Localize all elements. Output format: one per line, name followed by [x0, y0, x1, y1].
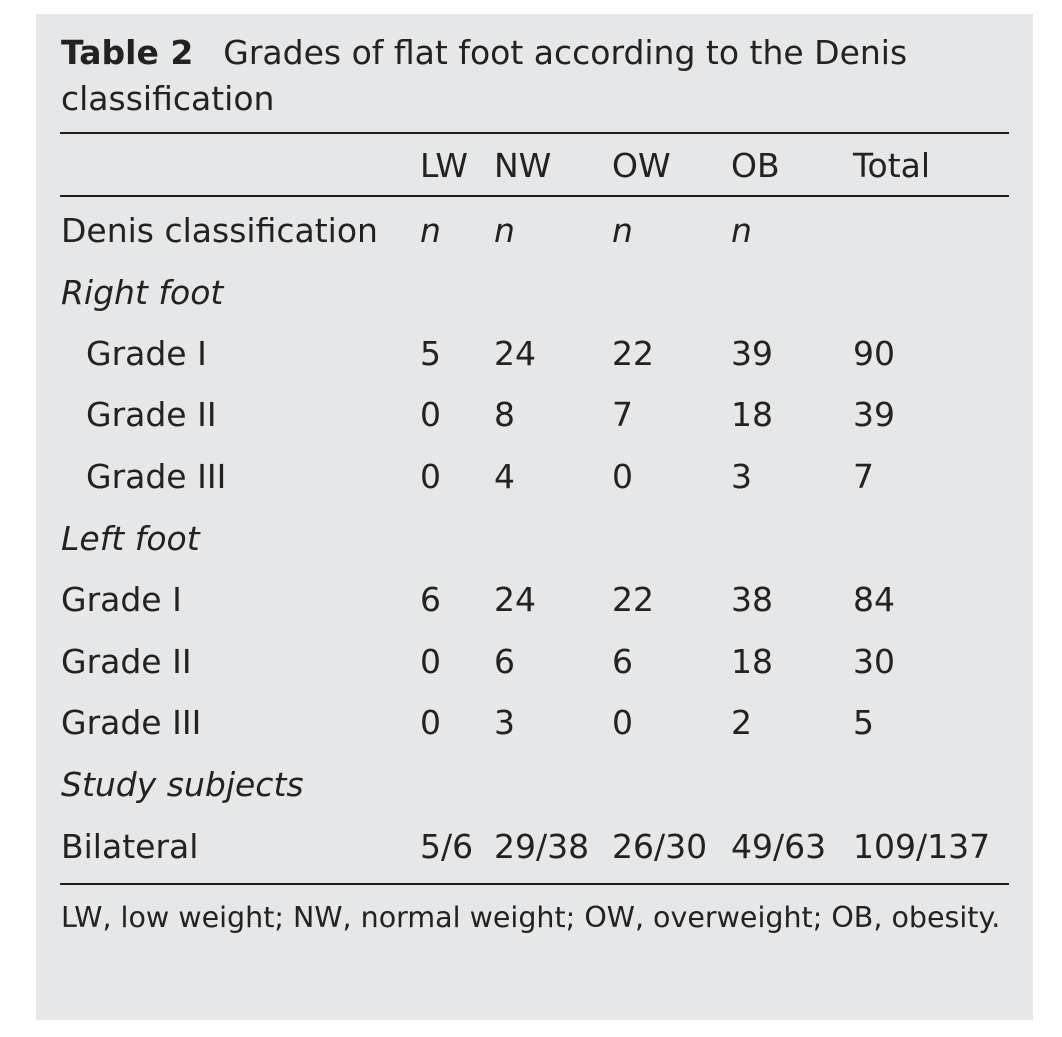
table-cell: 4: [494, 457, 515, 496]
column-header-nw: NW: [494, 146, 552, 185]
table-cell: 6: [612, 642, 633, 681]
bottom-rule: [60, 883, 1009, 885]
table-cell: 8: [494, 395, 515, 434]
table-cell: 38: [731, 580, 773, 619]
column-header-ob: OB: [731, 146, 780, 185]
table-cell: 109/137: [853, 827, 991, 866]
table-cell: 3: [731, 457, 752, 496]
unit-n: n: [494, 211, 515, 250]
table-cell: 24: [494, 334, 536, 373]
table-cell: 39: [731, 334, 773, 373]
row-label: Grade I: [86, 334, 207, 373]
row-label: Grade II: [86, 395, 217, 434]
table-cell: 22: [612, 334, 654, 373]
column-header-lw: LW: [420, 146, 468, 185]
table-cell: 18: [731, 642, 773, 681]
table-title-line1: Grades of flat foot according to the Denis: [223, 33, 908, 72]
row-label: Grade III: [61, 703, 202, 742]
table-cell: 24: [494, 580, 536, 619]
table-cell: 0: [420, 703, 441, 742]
unit-n: n: [731, 211, 752, 250]
table-cell: 49/63: [731, 827, 827, 866]
row-label: Grade I: [61, 580, 182, 619]
table-cell: 39: [853, 395, 895, 434]
table-cell: 0: [420, 457, 441, 496]
column-header-total: Total: [853, 146, 931, 185]
unit-n: n: [420, 211, 441, 250]
table-cell: 7: [853, 457, 874, 496]
table-cell: 0: [420, 642, 441, 681]
table-cell: 84: [853, 580, 895, 619]
unit-n: n: [612, 211, 633, 250]
section-left-foot: Left foot: [61, 519, 200, 558]
subheader-label: Denis classification: [61, 211, 378, 250]
table-cell: 6: [494, 642, 515, 681]
row-label: Grade III: [86, 457, 227, 496]
table-cell: 22: [612, 580, 654, 619]
row-label: Bilateral: [61, 827, 199, 866]
table-cell: 6: [420, 580, 441, 619]
table-footnote: LW, low weight; NW, normal weight; OW, overweight; OB, obesity.: [61, 901, 1001, 934]
row-label: Grade II: [61, 642, 192, 681]
table-cell: 2: [731, 703, 752, 742]
section-study-subjects: Study subjects: [61, 765, 304, 804]
table-title-line2: classification: [61, 79, 275, 118]
table-caption: [61, 30, 961, 122]
top-rule: [60, 132, 1009, 134]
table-cell: 3: [494, 703, 515, 742]
table-cell: 18: [731, 395, 773, 434]
table-cell: 5: [853, 703, 874, 742]
table-cell: 29/38: [494, 827, 590, 866]
section-right-foot: Right foot: [61, 273, 224, 312]
table-label: Table 2: [61, 33, 194, 72]
table-cell: 30: [853, 642, 895, 681]
table-cell: 90: [853, 334, 895, 373]
table-cell: 0: [420, 395, 441, 434]
column-header-ow: OW: [612, 146, 671, 185]
table-cell: 0: [612, 703, 633, 742]
header-rule: [60, 195, 1009, 197]
table-cell: 5/6: [420, 827, 474, 866]
table-cell: 7: [612, 395, 633, 434]
table-cell: 5: [420, 334, 441, 373]
table-cell: 0: [612, 457, 633, 496]
table-cell: 26/30: [612, 827, 708, 866]
